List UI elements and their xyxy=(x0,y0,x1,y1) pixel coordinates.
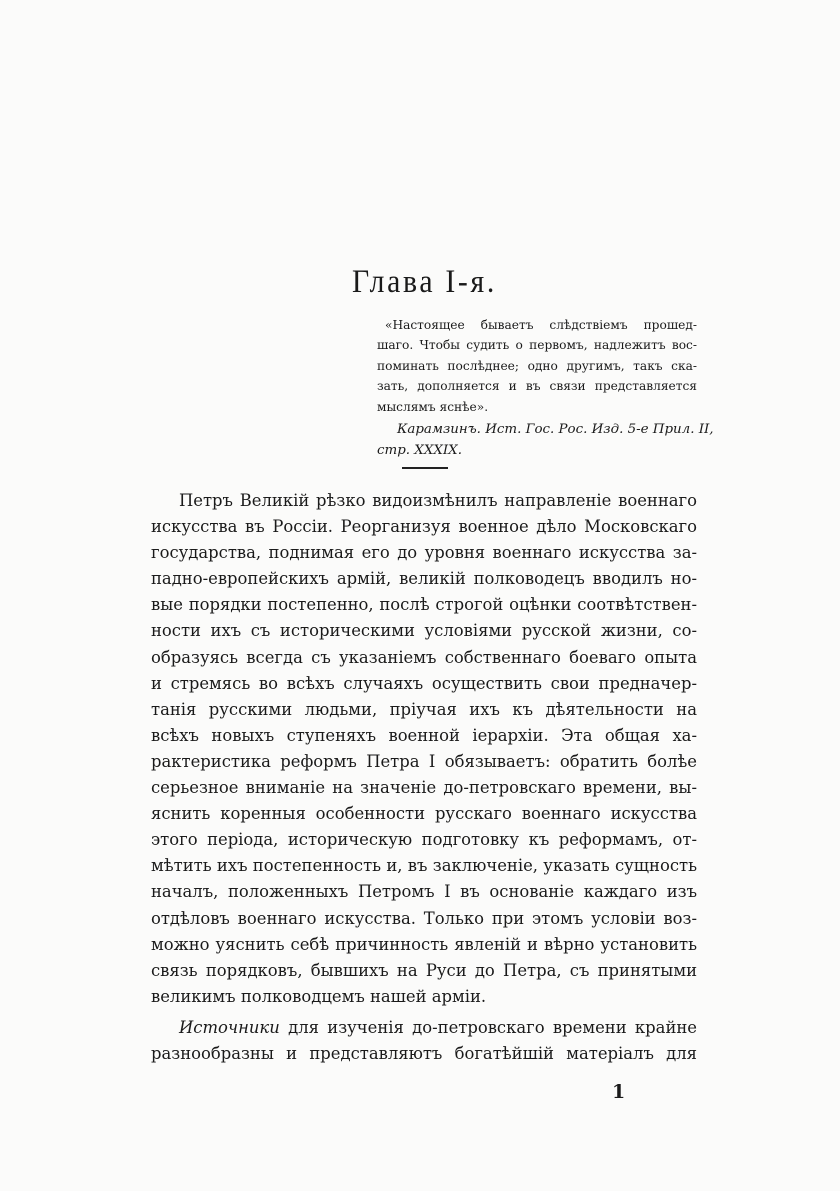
epigraph xyxy=(377,315,714,461)
body-text xyxy=(151,488,697,1067)
text-line: танія русскими людьми, пріучая ихъ къ дѣятельности на xyxy=(151,699,697,719)
paragraph-1 xyxy=(151,488,697,1010)
epigraph-line: мыслямъ яснѣе». xyxy=(377,399,489,414)
text-line: отдѣловъ военнаго искусства. Только при этомъ условіи воз- xyxy=(151,908,697,928)
text-line: государства, поднимая его до уровня военнаго искусства за- xyxy=(151,543,697,563)
text-line: вые порядки постепенно, послѣ строгой оцѣнки соотвѣтствен- xyxy=(151,595,697,615)
chapter-title: Глава I-я. xyxy=(351,264,498,300)
text-line: всѣхъ новыхъ ступеняхъ военной іерархіи. Эта общая ха- xyxy=(151,725,697,745)
text-line: разнообразны и представляютъ богатѣйшій матеріалъ для xyxy=(151,1043,697,1063)
page-number: 1 xyxy=(612,1081,626,1103)
epigraph-line: поминать послѣднее; одно другимъ, такъ ска- xyxy=(377,358,697,373)
text-line: великимъ полководцемъ нашей арміи. xyxy=(151,986,487,1006)
emphasized-word: Источники xyxy=(179,1017,280,1037)
text-line: началъ, положенныхъ Петромъ I въ основаніе каждаго изъ xyxy=(151,882,697,902)
text-line: связь порядковъ, бывшихъ на Руси до Петра, съ принятыми xyxy=(151,960,697,980)
text-line: падно-европейскихъ армій, великій полководецъ вводилъ но- xyxy=(151,569,697,589)
section-separator xyxy=(402,467,448,469)
epigraph-line: шаго. Чтобы судить о первомъ, надлежитъ вос- xyxy=(377,338,697,353)
text-line: серьезное вниманіе на значеніе до-петровскаго времени, вы- xyxy=(151,778,697,798)
text-line: рактеристика реформъ Петра I обязываетъ: обратить болѣе xyxy=(151,751,697,771)
paragraph-2 xyxy=(151,1015,697,1067)
text-line: образуясь всегда съ указаніемъ собственнаго боеваго опыта xyxy=(151,647,697,667)
text-line: и стремясь во всѣхъ случаяхъ осуществить свои предначер- xyxy=(151,673,697,693)
text-line: ности ихъ съ историческими условіями русской жизни, со- xyxy=(151,621,697,641)
text-line: мѣтить ихъ постепенность и, въ заключеніе, указать сущность xyxy=(151,856,697,876)
epigraph-line: «Настоящее бываетъ слѣдствіемъ прошед- xyxy=(385,318,697,332)
text-line: можно уяснить себѣ причинность явленій и вѣрно установить xyxy=(151,934,697,954)
text-line: яснить коренныя особенности русскаго военнаго искусства xyxy=(151,804,697,824)
epigraph-line: зать, дополняется и въ связи представляется xyxy=(377,379,697,394)
text-line xyxy=(151,1015,697,1041)
text-line: Петръ Великій рѣзко видоизмѣнилъ направленіе военнаго xyxy=(179,491,697,510)
epigraph-source-line: стр. XXXIX. xyxy=(377,443,462,459)
epigraph-source xyxy=(377,419,714,461)
epigraph-source-line: Карамзинъ. Ист. Гос. Рос. Изд. 5-е Прил. II, xyxy=(397,422,714,438)
text-line-rest: для изученія до-петровскаго времени крайне xyxy=(279,1017,697,1037)
text-line: этого періода, историческую подготовку къ реформамъ, от- xyxy=(151,830,697,850)
text-line: искусства въ Россіи. Реорганизуя военное дѣло Московскаго xyxy=(151,517,697,537)
